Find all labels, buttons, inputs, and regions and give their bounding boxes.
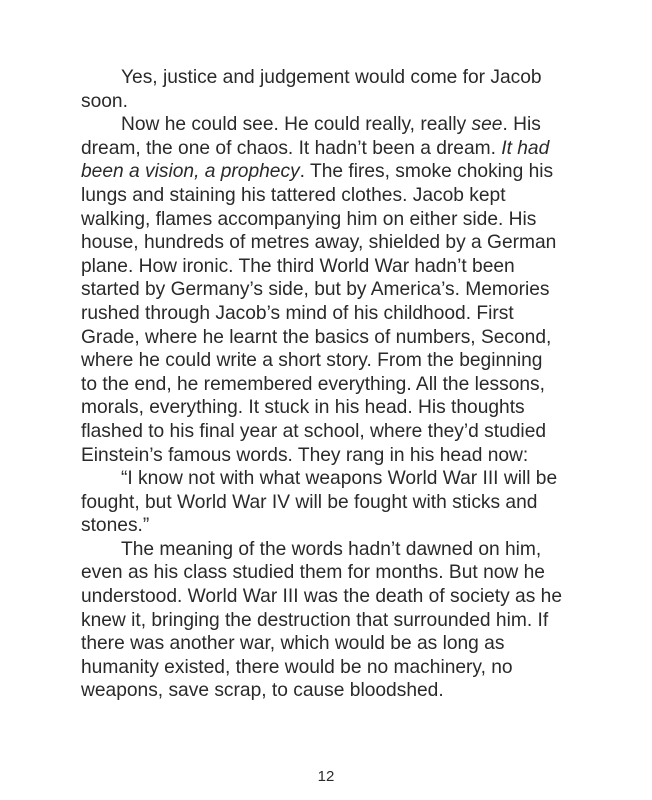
paragraph — [81, 467, 563, 538]
paragraph — [81, 66, 563, 113]
text-span: The meaning of the words hadn’t dawned on him, even as his class studied them for months. But now he understood. World War III was the death of society as he knew it, bringing the destruction that surrounded him. If there was another war, which would be as long as humanity existed, there would be no machinery, no weapons, save scrap, to cause bloodshed. — [81, 538, 562, 702]
paragraph — [81, 113, 563, 467]
text-span: Now he could see. He could really, really — [121, 114, 472, 136]
body-text — [81, 66, 563, 703]
italic-text: It had been a vision, a prophecy — [81, 137, 550, 183]
text-span: Yes, justice and judgement would come for Jacob soon. — [81, 67, 542, 112]
paragraph — [81, 538, 563, 703]
text-span: . The fires, smoke choking his lungs and staining his tattered clothes. Jacob kept walking, flames accompanying him on either side. His house, hundreds of metres away, shielded by a German plane. How ironic. The third World War hadn’t been started by Germany’s side, but by America’s. Memories rushed through Jacob’s mind of his childhood. First Grade, where he learnt the basics of numbers, Second, where he could write a short story. From the beginning to the end, he remembered everything. All the lessons, morals, everything. It stuck in his head. His thoughts flashed to his final year at school, where they’d studied Einstein’s famous words. They rang in his head now: — [81, 161, 557, 466]
text-span: “I know not with what weapons World War III will be fought, but World War IV will be fought with sticks and stones.” — [81, 468, 558, 537]
page-number: 12 — [317, 768, 335, 785]
italic-text: see — [471, 114, 503, 136]
text-span: . His dream, the one of chaos. It hadn’t been a dream. — [81, 114, 541, 159]
